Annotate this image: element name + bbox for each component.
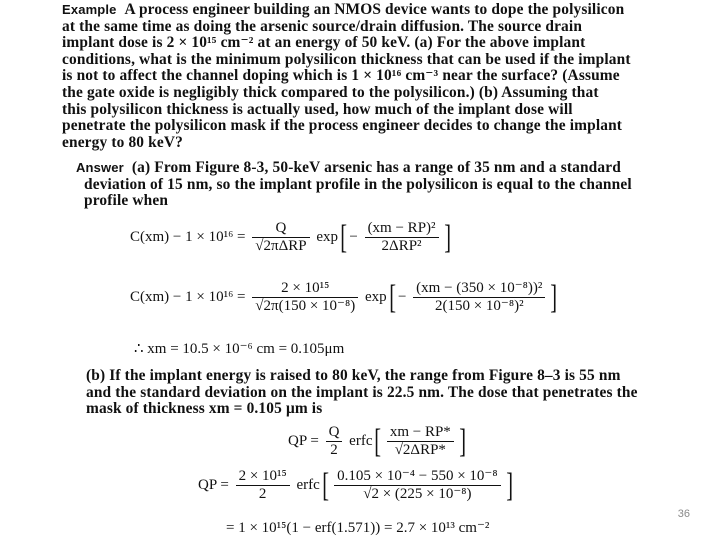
eq4-close-bracket: ]	[459, 422, 466, 460]
eq1-lhs: C(xm) − 1 × 10¹⁶ =	[130, 228, 246, 245]
answer-line-1: (a) From Figure 8-3, 50-keV arsenic has a range of 35 nm and a standard	[131, 159, 621, 176]
example-line-9: energy to 80 keV?	[62, 133, 183, 151]
answer-tag: Answer	[76, 160, 124, 175]
example-line-6: the gate oxide is negligibly thick compared to the polysilicon.) (b) Assuming that	[62, 83, 599, 101]
part-b-line-2: and the standard deviation on the implant is 22.5 nm. The dose that penetrates the	[86, 383, 638, 401]
eq4-fraction: $\frac{Q}{2}$	[326, 424, 343, 459]
example-line-1: A process engineer building an NMOS device wants to dope the polysilicon	[124, 1, 625, 18]
answer-line-2: deviation of 15 nm, so the implant profile in the polysilicon is equal to the channel	[84, 175, 632, 193]
eq1-fraction: $\frac{Q}{\text{√2πΔRP}}$	[252, 220, 309, 255]
answer-line-3: profile when	[84, 192, 169, 210]
part-b-line-3: mask of thickness xm = 0.105 μm is	[86, 400, 323, 418]
eq2-exp: exp	[364, 288, 387, 305]
eq4-open-bracket: [	[374, 422, 382, 460]
eq2-fraction: $\frac{\text{2 × 10¹⁵}}{\text{√2π(150 × 10⁻⁸)}}$	[252, 280, 358, 315]
eq5-open-bracket: [	[322, 466, 329, 504]
example-line-8: penetrate the polysilicon mask if the process engineer decides to change the implant	[62, 117, 623, 135]
eq1-inner-fraction: $\frac{\text{(xm − RP)²}}{\text{2ΔRP²}}$	[365, 220, 439, 255]
eq1-close-bracket: ]	[443, 218, 451, 256]
equation-6: = 1 × 10¹⁵(1 − erf(1.571)) = 2.7 × 10¹³ cm⁻²	[226, 520, 490, 536]
eq5-erfc: erfc	[296, 476, 320, 493]
eq5-inner-fraction: $\frac{\text{0.105 × 10⁻⁴ − 550 × 10⁻⁸}}{\text{√2 × (225 × 10⁻⁸)}}$	[334, 468, 500, 503]
eq4-erfc: erfc	[349, 432, 373, 449]
example-paragraph	[62, 2, 631, 151]
example-line-7: this polysilicon thickness is actually used, how much of the implant dose will	[62, 100, 573, 118]
equation-2: C(xm) − 1 × 10¹⁶ = $\frac{\text{2 × 10¹⁵}}{\text{√2π(150 × 10⁻⁸)}}$ exp[ − $\frac{\text{(xm − (350 × 10⁻⁸))²}}{\text{2(150 × 10⁻⁸)²}}$ ]	[130, 278, 558, 316]
eq5-lhs: QP =	[198, 476, 229, 493]
eq2-lhs: C(xm) − 1 × 10¹⁶ =	[130, 288, 246, 305]
eq2-inner-fraction: $\frac{\text{(xm − (350 × 10⁻⁸))²}}{\text{2(150 × 10⁻⁸)²}}$	[413, 280, 545, 315]
part-b-paragraph	[86, 368, 638, 418]
slide-number: 36	[677, 508, 690, 520]
example-line-3: implant dose is 2 × 10¹⁵ cm⁻² at an energy of 50 keV. (a) For the above implant	[62, 34, 586, 52]
part-b-line-1: (b) If the implant energy is raised to 80 keV, the range from Figure 8–3 is 55 nm	[86, 367, 621, 384]
example-tag: Example	[62, 2, 117, 17]
equation-1: C(xm) − 1 × 10¹⁶ = $\frac{Q}{\text{√2πΔRP}}$ exp[ − $\frac{\text{(xm − RP)²}}{\text{2ΔRP²}}$ ]	[130, 218, 451, 256]
example-line-4: conditions, what is the minimum polysilicon thickness that can be used if the implant	[62, 50, 631, 68]
eq4-inner-fraction: $\frac{xm - RP*}{\text{√2ΔRP*}}$	[387, 424, 454, 459]
equation-5	[198, 468, 515, 503]
eq1-exp: exp	[316, 228, 339, 245]
answer-paragraph	[76, 160, 632, 210]
scanned-page	[58, 0, 678, 540]
eq5-close-bracket: ]	[505, 466, 513, 504]
eq5-fraction: $\frac{\text{2 × 10¹⁵}}{2}$	[236, 468, 290, 503]
eq4-lhs: QP =	[288, 432, 319, 449]
equation-4	[288, 424, 468, 459]
eq2-close-bracket: ]	[550, 278, 558, 316]
eq1-open-bracket: [	[340, 218, 348, 256]
eq2-open-bracket: [	[388, 278, 396, 316]
example-line-5: is not to affect the channel doping which is 1 × 10¹⁶ cm⁻³ near the surface? (Assume	[62, 67, 620, 85]
example-line-2: at the same time as doing the arsenic source/drain diffusion. The source drain	[62, 17, 583, 35]
equation-3: ∴ xm = 10.5 × 10⁻⁶ cm = 0.105μm	[134, 341, 345, 357]
